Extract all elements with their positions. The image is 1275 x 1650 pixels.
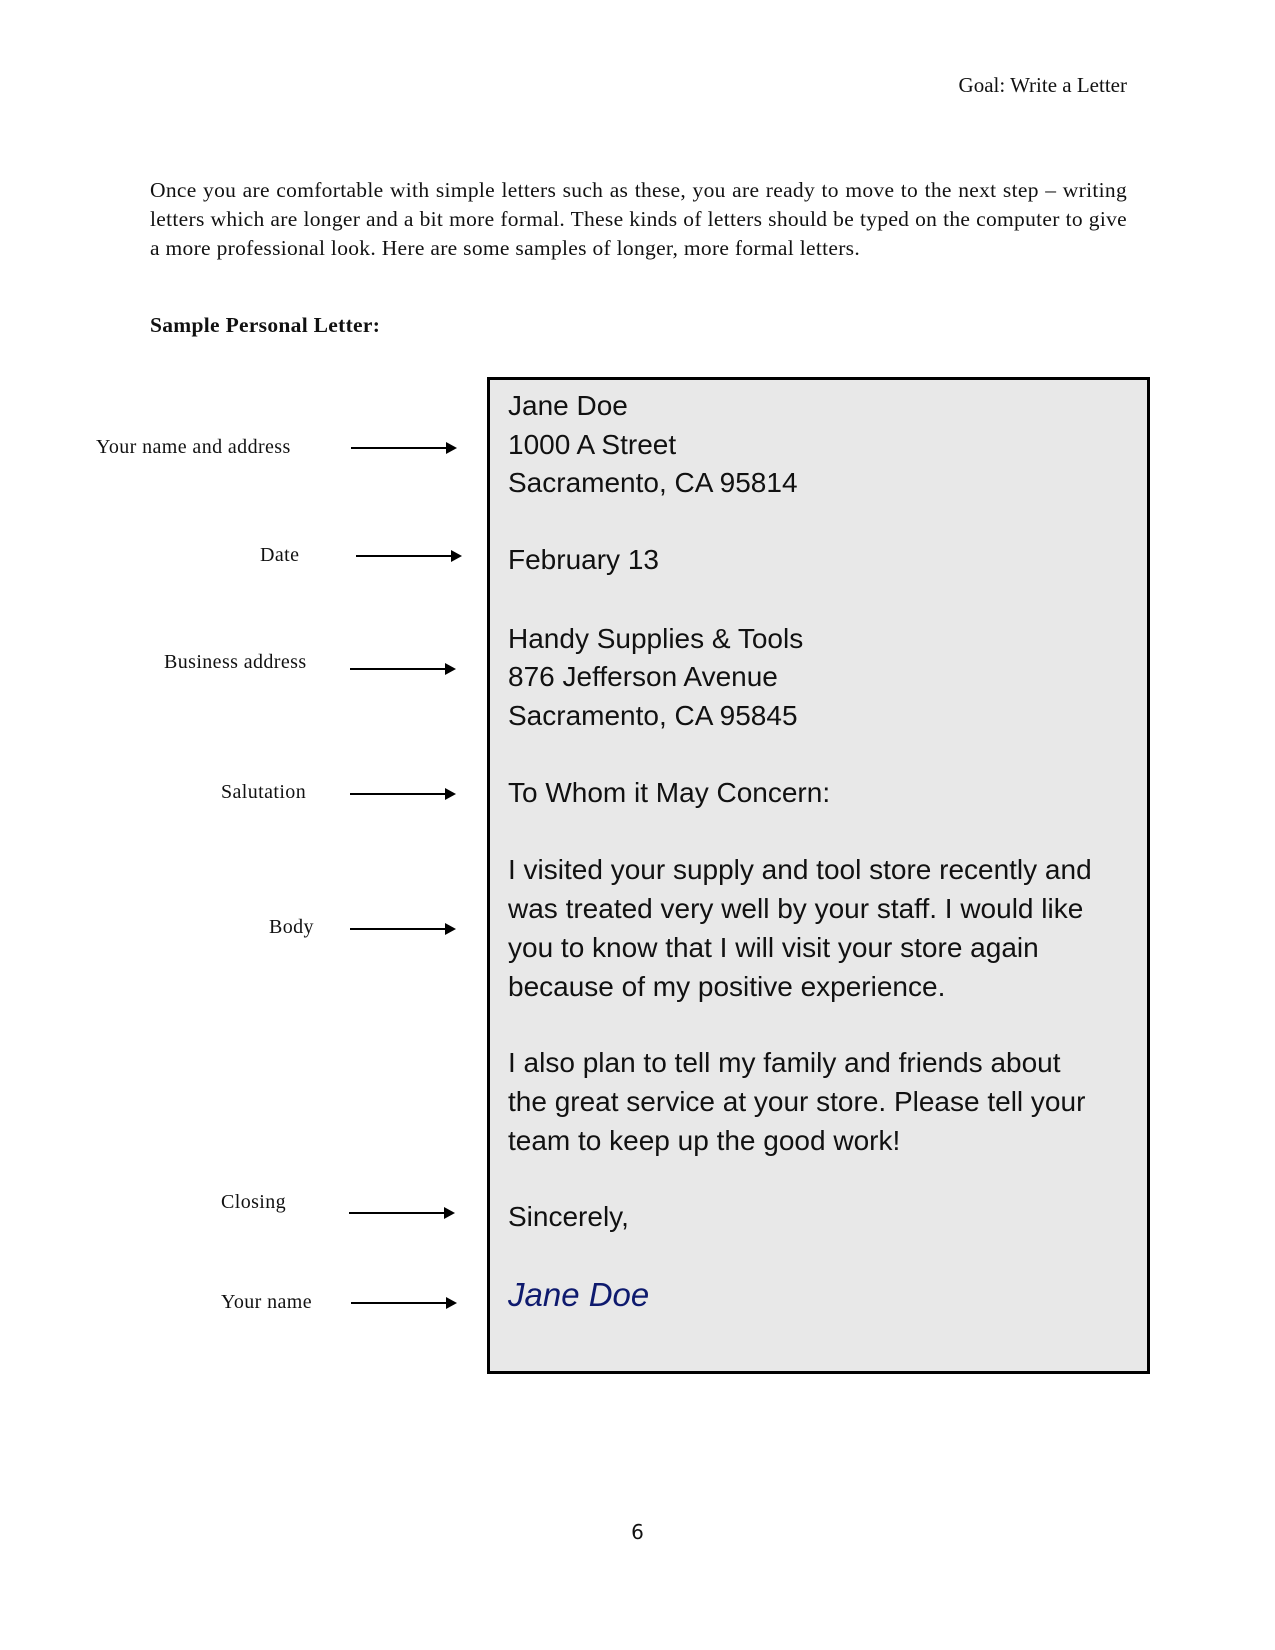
arrow-right-icon (350, 922, 456, 936)
salutation: To Whom it May Concern: (508, 777, 831, 808)
recipient-name: Handy Supplies & Tools (508, 623, 804, 654)
label-your-name: Your name (221, 1291, 313, 1313)
body-line: you to know that I will visit your store again (508, 932, 1039, 963)
label-salutation: Salutation (221, 781, 307, 803)
sender-city-state-zip: Sacramento, CA 95814 (508, 467, 798, 498)
label-body: Body (269, 916, 314, 938)
body-line: was treated very well by your staff. I would like (508, 893, 1084, 924)
label-closing: Closing (221, 1191, 287, 1213)
sender-street: 1000 A Street (508, 429, 677, 460)
intro-paragraph: Once you are comfortable with simple letters such as these, you are ready to move to the next step – writing letters which are longer and a bit more formal. These kinds of letters should be typed on the computer to give a more professional look. Here are some samples of longer, more formal letters. (150, 178, 1127, 260)
sample-letter-box (487, 377, 1150, 1374)
body-line: because of my positive experience. (508, 971, 946, 1002)
recipient-city-state-zip: Sacramento, CA 95845 (508, 700, 798, 731)
closing: Sincerely, (508, 1201, 629, 1232)
sender-name: Jane Doe (508, 390, 628, 421)
recipient-street: 876 Jefferson Avenue (508, 661, 778, 692)
page-header-title: Goal: Write a Letter (958, 73, 1127, 97)
arrow-right-icon (350, 662, 456, 676)
label-business-address: Business address (164, 651, 307, 673)
label-date: Date (260, 544, 300, 566)
arrow-right-icon (351, 1296, 457, 1310)
arrow-right-icon (351, 441, 457, 455)
arrow-right-icon (350, 787, 456, 801)
body-line: the great service at your store. Please tell your (508, 1086, 1086, 1117)
section-heading: Sample Personal Letter: (150, 313, 381, 337)
body-line: I visited your supply and tool store recently and (508, 854, 1092, 885)
arrow-right-icon (349, 1206, 455, 1220)
body-line: team to keep up the good work! (508, 1125, 901, 1156)
label-your-name-and-address: Your name and address (96, 436, 291, 458)
signature: Jane Doe (508, 1276, 650, 1313)
body-line: I also plan to tell my family and friends about (508, 1047, 1061, 1078)
letter-date: February 13 (508, 544, 659, 575)
page-number: 6 (631, 1520, 644, 1544)
arrow-right-icon (356, 549, 462, 563)
